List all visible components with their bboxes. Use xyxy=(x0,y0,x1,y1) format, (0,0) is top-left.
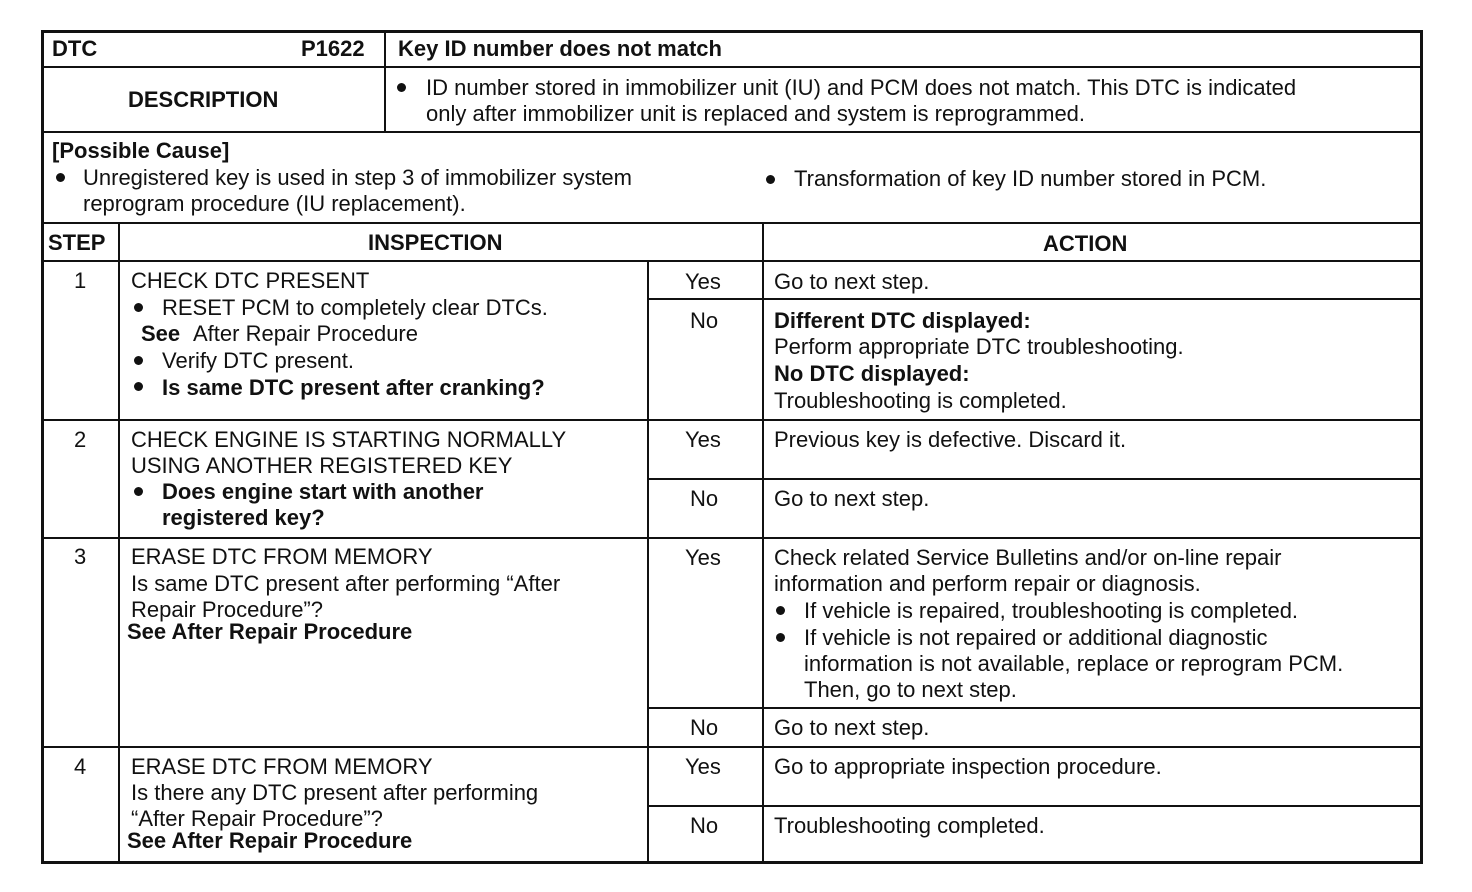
see-label: See xyxy=(141,321,181,346)
rule-action-divider xyxy=(762,222,764,862)
yes-action-bullet: If vehicle is not repaired or additional diagnostic xyxy=(804,625,1268,650)
rule-columns-bottom xyxy=(43,260,1421,262)
no-label: No xyxy=(690,308,719,333)
column-inspection: INSPECTION xyxy=(368,230,503,255)
bullet-icon xyxy=(766,175,775,184)
yes-action: information and perform repair or diagnosis. xyxy=(774,571,1201,596)
bullet-icon xyxy=(134,487,143,496)
bullet-icon xyxy=(776,606,785,615)
rule-step2-bottom xyxy=(43,537,1421,539)
step-number: 1 xyxy=(74,268,87,293)
no-action: Go to next step. xyxy=(774,486,930,511)
see-reference: See After Repair Procedure xyxy=(127,619,413,644)
yes-action-bullet: Then, go to next step. xyxy=(804,677,1017,702)
no-label: No xyxy=(690,715,719,740)
possible-cause-heading: [Possible Cause] xyxy=(52,138,230,163)
rule-dtc-divider xyxy=(384,32,386,131)
see-reference: See After Repair Procedure xyxy=(127,828,413,853)
cause-line: reprogram procedure (IU replacement). xyxy=(83,191,466,216)
no-action-heading: Different DTC displayed: xyxy=(774,308,1031,333)
no-action-text: Troubleshooting is completed. xyxy=(774,388,1067,413)
no-action: Go to next step. xyxy=(774,715,930,740)
yes-label: Yes xyxy=(685,269,721,294)
rule-step1-bottom xyxy=(43,419,1421,421)
yes-action: Check related Service Bulletins and/or on-line repair xyxy=(774,545,1282,570)
description-line: ID number stored in immobilizer unit (IU) and PCM does not match. This DTC is indicated xyxy=(426,75,1297,100)
bullet-icon xyxy=(134,382,143,391)
step-question: registered key? xyxy=(162,505,325,530)
rule-cause-bottom xyxy=(43,222,1421,224)
step-number: 3 xyxy=(74,544,87,569)
yes-label: Yes xyxy=(685,754,721,779)
yes-action: Previous key is defective. Discard it. xyxy=(774,427,1127,452)
description-label: DESCRIPTION xyxy=(128,87,279,112)
no-label: No xyxy=(690,813,719,838)
step-text: “After Repair Procedure”? xyxy=(131,806,383,831)
yes-label: Yes xyxy=(685,545,721,570)
cause-line: Transformation of key ID number stored in PCM. xyxy=(794,166,1267,191)
step-question: Does engine start with another xyxy=(162,479,484,504)
no-label: No xyxy=(690,486,719,511)
step-title: ERASE DTC FROM MEMORY xyxy=(131,754,433,779)
column-action: ACTION xyxy=(1043,231,1128,256)
no-action-text: Perform appropriate DTC troubleshooting. xyxy=(774,334,1184,359)
dtc-label: DTC xyxy=(52,36,98,61)
step-number: 4 xyxy=(74,754,87,779)
bullet-icon xyxy=(134,356,143,365)
step-number: 2 xyxy=(74,427,87,452)
no-action-heading: No DTC displayed: xyxy=(774,361,970,386)
step-title: USING ANOTHER REGISTERED KEY xyxy=(131,453,513,478)
step-text: Is there any DTC present after performing xyxy=(131,780,539,805)
cause-line: Unregistered key is used in step 3 of immobilizer system xyxy=(83,165,632,190)
yes-action: Go to next step. xyxy=(774,269,930,294)
see-reference: After Repair Procedure xyxy=(193,321,418,346)
step-text: Is same DTC present after performing “After xyxy=(131,571,561,596)
description-line: only after immobilizer unit is replaced and system is reprogrammed. xyxy=(426,101,1086,126)
step-question: Is same DTC present after cranking? xyxy=(162,375,545,400)
rule-description-bottom xyxy=(43,131,1421,133)
yes-action: Go to appropriate inspection procedure. xyxy=(774,754,1162,779)
rule-step-divider xyxy=(118,222,120,862)
step-title: ERASE DTC FROM MEMORY xyxy=(131,544,433,569)
bullet-icon xyxy=(56,173,65,182)
dtc-title: Key ID number does not match xyxy=(398,36,722,61)
bullet-icon xyxy=(134,303,143,312)
step-item: RESET PCM to completely clear DTCs. xyxy=(162,295,548,320)
step-title: CHECK ENGINE IS STARTING NORMALLY xyxy=(131,427,567,452)
step-text: Repair Procedure”? xyxy=(131,597,323,622)
step-title: CHECK DTC PRESENT xyxy=(131,268,370,293)
yes-action-bullet: information is not available, replace or reprogram PCM. xyxy=(804,651,1344,676)
bullet-icon xyxy=(776,633,785,642)
rule-step3-bottom xyxy=(43,746,1421,748)
dtc-code: P1622 xyxy=(301,36,365,61)
yes-action-bullet: If vehicle is repaired, troubleshooting is completed. xyxy=(804,598,1299,623)
rule-header-bottom xyxy=(43,66,1421,68)
step-item: Verify DTC present. xyxy=(162,348,354,373)
yes-label: Yes xyxy=(685,427,721,452)
rule-yesno-divider xyxy=(647,260,649,862)
no-action: Troubleshooting completed. xyxy=(774,813,1045,838)
column-step: STEP xyxy=(48,230,106,255)
bullet-icon xyxy=(397,83,406,92)
